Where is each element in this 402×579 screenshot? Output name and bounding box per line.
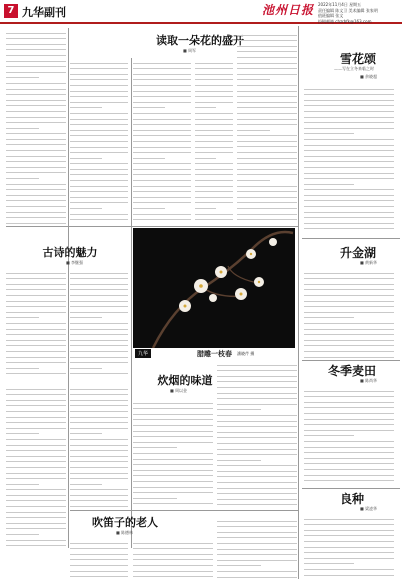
text-line (70, 369, 128, 375)
text-line (133, 499, 213, 505)
text-column (6, 28, 66, 224)
text-column (70, 384, 128, 508)
column-rule (68, 28, 69, 548)
article-title: 吹笛子的老人 (92, 516, 158, 529)
poem-author: ■ 黄新华 (360, 260, 378, 265)
text-line (70, 215, 128, 221)
header-info (318, 2, 400, 24)
text-column (133, 398, 213, 508)
text-column (6, 384, 66, 548)
text-column (70, 538, 128, 578)
poem-subtitle: ——写在立冬来临之时 (334, 66, 374, 71)
text-line (304, 570, 394, 576)
poem-author: ■ 余晓超 (360, 74, 378, 79)
article-byline: ■ 周以金 (170, 388, 188, 393)
text-column (70, 268, 128, 378)
article-byline: ■ 陈德林 (116, 530, 134, 535)
article-title: 读取一朵花的盛开 (156, 34, 244, 47)
text-column (133, 58, 191, 224)
text-line (217, 500, 297, 506)
header-info-line: 责任编辑 陈文卫 美术编辑 张家明 (318, 7, 378, 13)
text-column (70, 58, 128, 224)
poem-author: ■ 梁凌华 (360, 506, 378, 511)
poem-author: ■ 陈尚华 (360, 378, 378, 383)
text-column (195, 58, 233, 224)
poem-text (304, 84, 394, 234)
poetry-sidebar (300, 26, 402, 579)
photo-caption-title: 腊雕一枝春 (197, 349, 232, 358)
poem-text (304, 386, 394, 486)
photo-stamp: 九华 (135, 349, 151, 358)
article-title: 古诗的魅力 (42, 246, 98, 259)
header-info-line: 值班编辑 张文 (318, 13, 344, 18)
article-byline: ■ 周军 (183, 48, 197, 53)
photo-plum-blossom (133, 228, 295, 348)
header-info-line: 投稿邮箱 chzrbfk@163.com (318, 18, 372, 24)
masthead-logo: 池州日报 (262, 3, 315, 17)
text-line (6, 541, 66, 547)
section-rule (70, 510, 298, 511)
text-line (304, 224, 394, 230)
section-rule (302, 488, 400, 489)
text-line (6, 369, 66, 375)
text-line (133, 572, 213, 578)
column-rule (298, 26, 299, 579)
photo-caption-author: 潘晓芹 摄 (237, 351, 255, 356)
photo-caption (133, 348, 295, 360)
poem-title: 升金湖 (340, 246, 377, 260)
text-line (70, 501, 128, 507)
text-line (304, 352, 394, 358)
text-column (133, 538, 213, 578)
section-rule (302, 360, 400, 361)
poem-title: 雪花颂 (340, 52, 377, 66)
poem-text (304, 514, 394, 576)
column-rule (131, 58, 132, 548)
header-info-line: 2022年11月4日 星期五 (318, 2, 362, 7)
poem-title: 良种 (340, 492, 365, 506)
text-column (237, 30, 297, 224)
text-column (217, 516, 297, 578)
text-line (133, 215, 191, 221)
text-line (217, 572, 297, 578)
text-line (195, 215, 233, 221)
poem-title: 冬季麦田 (328, 364, 377, 378)
page-header (0, 0, 402, 24)
page-number: 7 (4, 4, 18, 18)
text-line (237, 215, 297, 221)
section-rule (6, 226, 298, 227)
text-line (304, 476, 394, 482)
section-rule (302, 238, 400, 239)
text-line (6, 218, 66, 224)
section-title: 九华副刊 (22, 6, 66, 19)
poem-text (304, 268, 394, 358)
text-line (70, 572, 128, 578)
article-title: 炊烟的味道 (157, 374, 213, 387)
text-column (6, 268, 66, 378)
plum-blossom-image (133, 228, 295, 348)
article-byline: ■ 李继强 (66, 260, 84, 265)
text-column (217, 360, 297, 508)
